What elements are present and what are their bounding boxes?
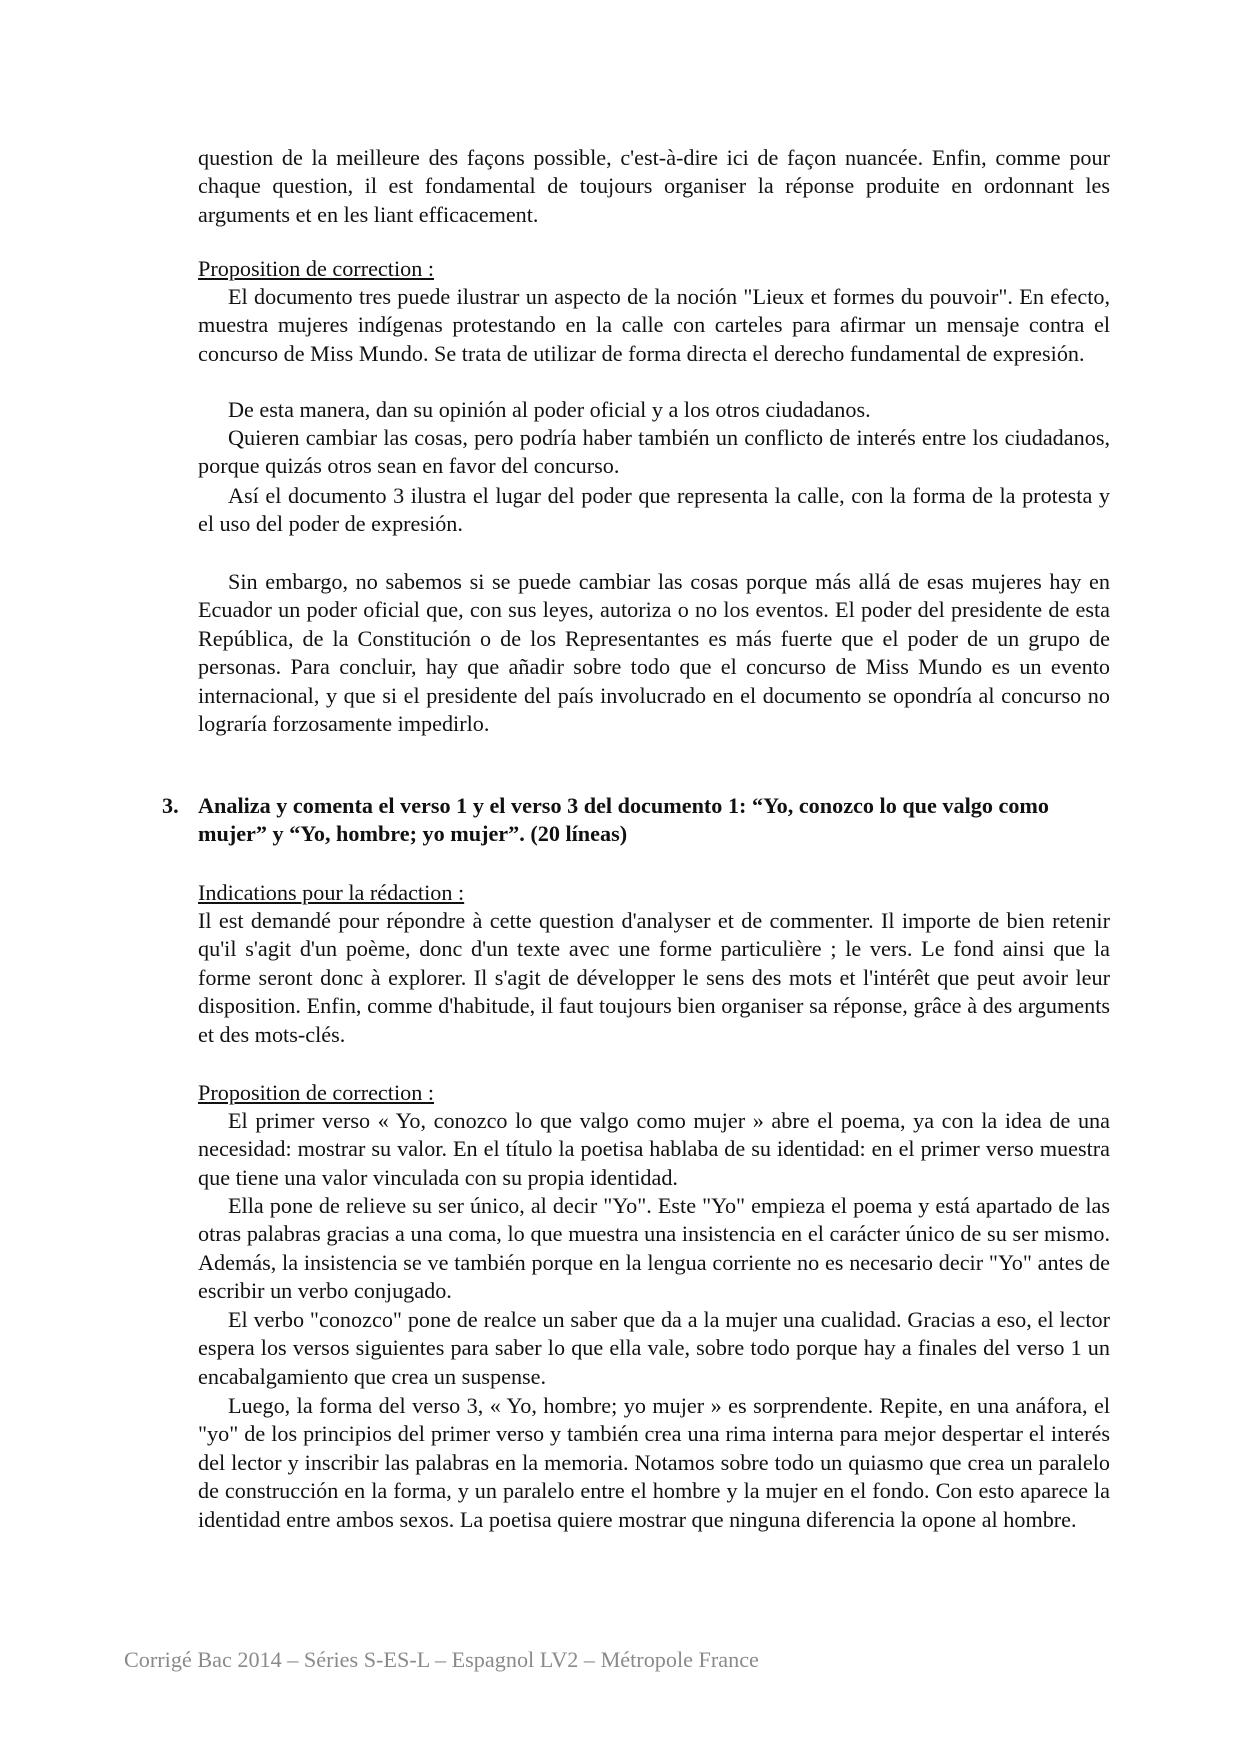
correction-q3-paragraph-4: Luego, la forma del verso 3, « Yo, hombre; yo mujer » es sorprendente. Repite, en una anáfora, el "yo" de los principios del primer verso y también crea una rima interna para mejor despertar el interés del lector y inscribir las palabras en la memoria. Notamos sobre todo un quiasmo que crea un paralelo de construcción en la forma, y un paralelo entre el hombre y la mujer en el fondo. Con esto aparece la identidad entre ambos sexos. La poetisa quiere mostrar que ninguna diferencia la opone al hombre. — [198, 1393, 1110, 1532]
correction-paragraph-3: Quieren cambiar las cosas, pero podría haber también un conflicto de interés entre los ciudadanos, porque quizás otros sean en favor del concurso. — [198, 425, 1110, 479]
intro-paragraph: question de la meilleure des façons possible, c'est-à-dire ici de façon nuancée. Enfin, comme pour chaque question, il est fondamental de toujours organiser la réponse produite en ordonnant les arguments et en les liant efficacement. — [198, 145, 1110, 227]
correction-heading-q2: Proposition de correction : — [198, 256, 435, 281]
page-footer: Corrigé Bac 2014 – Séries S-ES-L – Espagnol LV2 – Métropole France — [124, 1647, 759, 1672]
correction-paragraph-1: El documento tres puede ilustrar un aspecto de la noción "Lieux et formes du pouvoir". En efecto, muestra mujeres indígenas protestando en la calle con carteles para afirmar un mensaje contra el concurso de Miss Mundo. Se trata de utilizar de forma directa el derecho fundamental de expresión. — [198, 284, 1110, 366]
indications-heading: Indications pour la rédaction : — [198, 880, 465, 905]
correction-heading-q3: Proposition de correction : — [198, 1080, 435, 1105]
correction-q3-paragraph-1: El primer verso « Yo, conozco lo que valgo como mujer » abre el poema, ya con la idea de una necesidad: mostrar su valor. En el título la poetisa hablaba de su identidad: en el primer verso muestra que tiene una valor vinculada con su propia identidad. — [198, 1108, 1110, 1190]
question-text: Analiza y comenta el verso 1 y el verso 3 del documento 1: “Yo, conozco lo que valgo como mujer” y “Yo, hombre; yo mujer”. (20 líneas) — [198, 793, 1050, 847]
correction-paragraph-4: Así el documento 3 ilustra el lugar del poder que representa la calle, con la forma de la protesta y el uso del poder de expresión. — [198, 483, 1110, 537]
correction-q3-paragraph-2: Ella pone de relieve su ser único, al decir "Yo". Este "Yo" empieza el poema y está apartado de las otras palabras gracias a una coma, lo que muestra una insistencia en el carácter único de su ser mismo. Además, la insistencia se ve también porque en la lengua corriente no es necesario decir "Yo" antes de escribir un verbo conjugado. — [198, 1193, 1110, 1304]
indications-paragraph: Il est demandé pour répondre à cette question d'analyser et de commenter. Il importe de bien retenir qu'il s'agit d'un poème, donc d'un texte avec une forme particulière ; le vers. Le fond ainsi que la forme seront donc à explorer. Il s'agit de développer le sens des mots et l'intérêt que peut avoir leur disposition. Enfin, comme d'habitude, il faut toujours bien organiser sa réponse, grâce à des arguments et des mots-clés. — [198, 908, 1110, 1047]
correction-paragraph-5: Sin embargo, no sabemos si se puede cambiar las cosas porque más allá de esas mujeres hay en Ecuador un poder oficial que, con sus leyes, autoriza o no los eventos. El poder del presidente de esta República, de la Constitución o de los Representantes es más fuerte que el poder de un grupo de personas. Para concluir, hay que añadir sobre todo que el concurso de Miss Mundo es un evento internacional, y que si el presidente del país involucrado en el documento se opondría al concurso no lograría forzosamente impedirlo. — [198, 569, 1110, 737]
correction-q3-paragraph-3: El verbo "conozco" pone de realce un saber que da a la mujer una cualidad. Gracias a eso, el lector espera los versos siguientes para saber lo que ella vale, sobre todo porque hay a finales del verso 1 un encabalgamiento que crea un suspense. — [198, 1307, 1110, 1389]
correction-paragraph-2: De esta manera, dan su opinión al poder oficial y a los otros ciudadanos. — [228, 397, 871, 422]
question-number: 3. — [162, 793, 179, 818]
